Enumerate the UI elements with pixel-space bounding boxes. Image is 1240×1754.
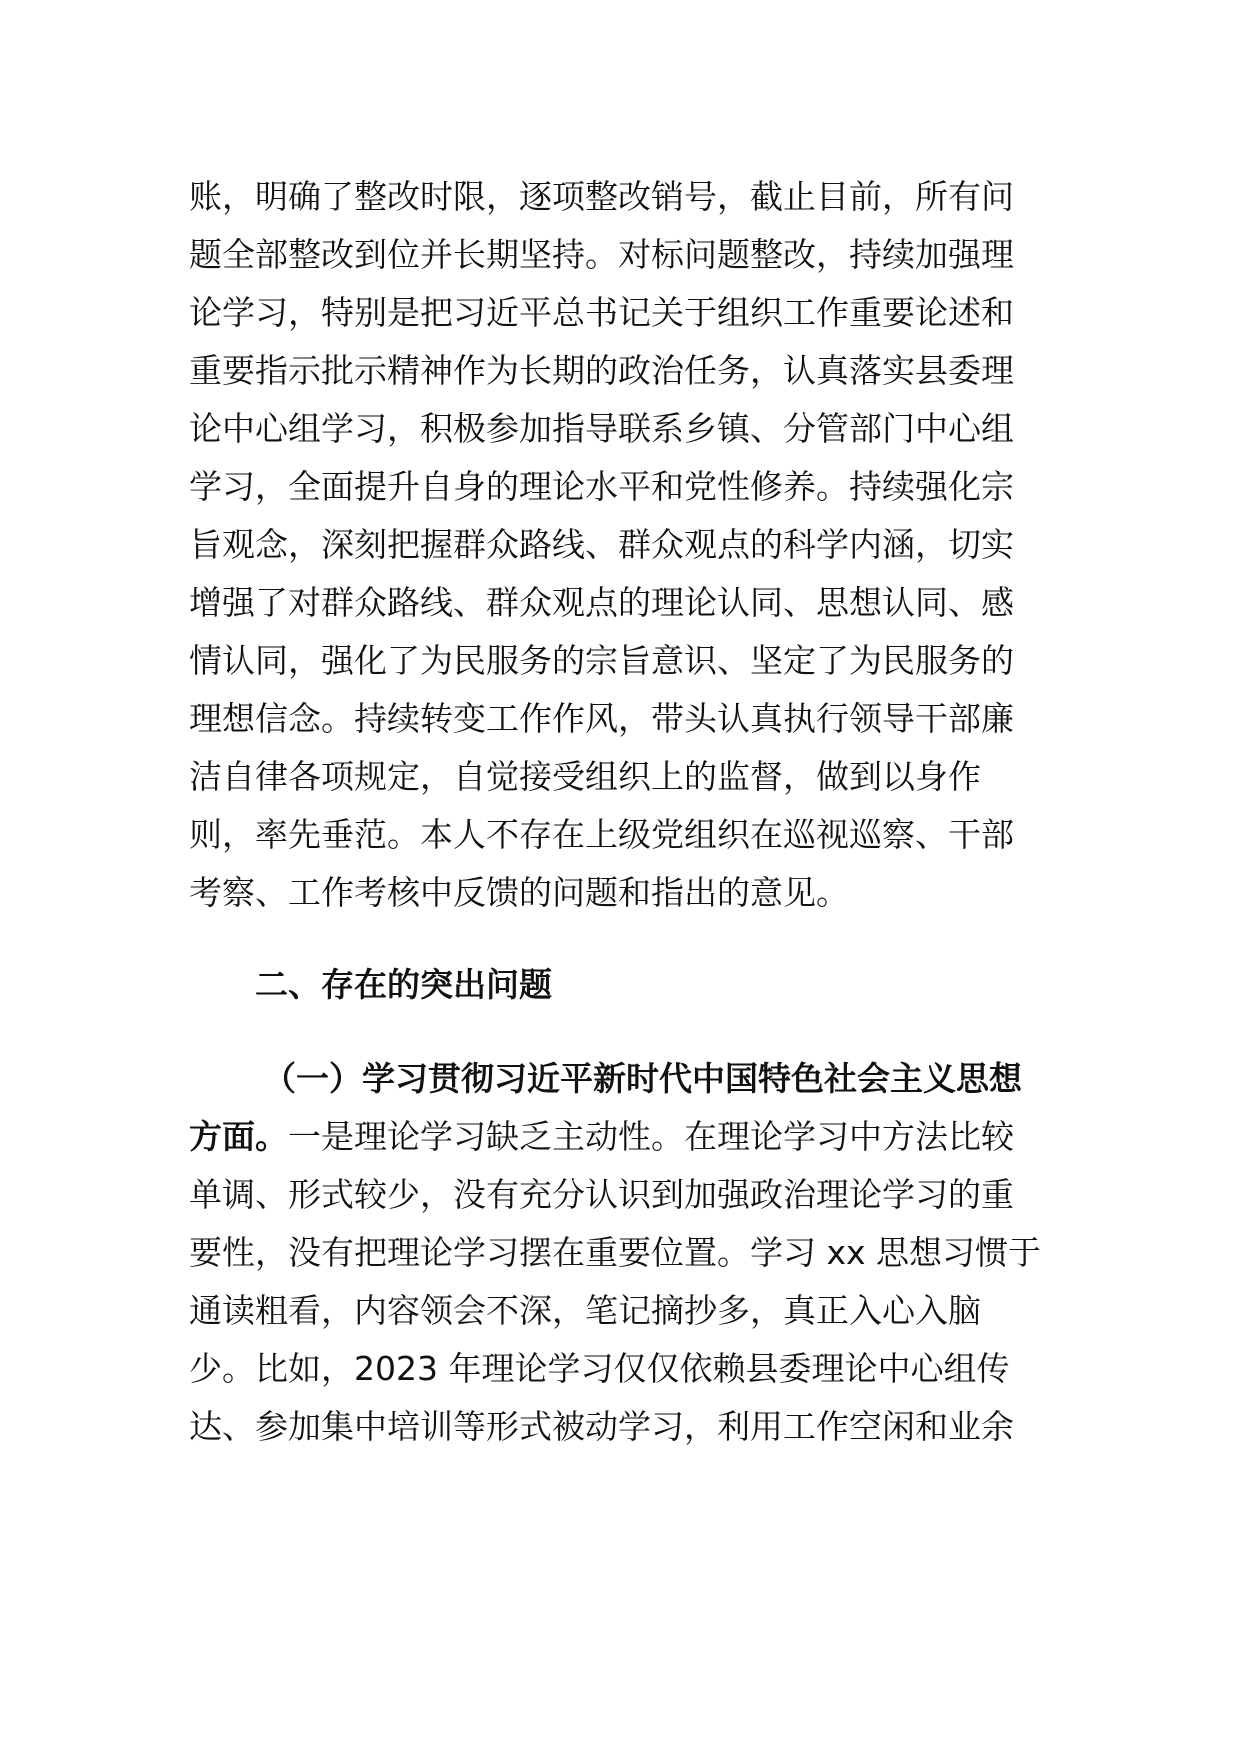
subsection-line: 达、参加集中培训等形式被动学习，利用工作空闲和业余 bbox=[189, 1407, 1014, 1446]
paragraph-line: 重要指示批示精神作为长期的政治任务，认真落实县委理 bbox=[189, 351, 1014, 390]
paragraph-line: 论学习，特别是把习近平总书记关于组织工作重要论述和 bbox=[189, 293, 1014, 332]
paragraph-line: 论中心组学习，积极参加指导联系乡镇、分管部门中心组 bbox=[189, 409, 1014, 448]
subsection-line bbox=[189, 1114, 1069, 1160]
paragraph-line: 则，率先垂范。本人不存在上级党组织在巡视巡察、干部 bbox=[189, 815, 1014, 854]
subsection-heading-end: 方面。 bbox=[189, 1117, 288, 1156]
paragraph-line: 洁自律各项规定，自觉接受组织上的监督，做到以身作 bbox=[189, 757, 981, 796]
paragraph-line: 学习，全面提升自身的理论水平和党性修养。持续强化宗 bbox=[189, 467, 1014, 506]
paragraph-line: 理想信念。持续转变工作作风，带头认真执行领导干部廉 bbox=[189, 699, 1014, 738]
paragraph-line: 增强了对群众路线、群众观点的理论认同、思想认同、感 bbox=[189, 583, 1014, 622]
subsection-line: 通读粗看，内容领会不深，笔记摘抄多，真正入心入脑 bbox=[189, 1291, 981, 1330]
subsection-text: 一是理论学习缺乏主动性。在理论学习中方法比较 bbox=[288, 1117, 1014, 1156]
subsection-line: 少。比如，2023 年理论学习仅仅依赖县委理论中心组传 bbox=[189, 1349, 1010, 1388]
paragraph-line: 旨观念，深刻把握群众路线、群众观点的科学内涵，切实 bbox=[189, 525, 1014, 564]
paragraph-line: 题全部整改到位并长期坚持。对标问题整改，持续加强理 bbox=[189, 235, 1014, 274]
subsection-line: 单调、形式较少，没有充分认识到加强政治理论学习的重 bbox=[189, 1175, 1014, 1214]
subsection-heading: （一）学习贯彻习近平新时代中国特色社会主义思想 bbox=[263, 1059, 1022, 1098]
paragraph-line: 考察、工作考核中反馈的问题和指出的意见。 bbox=[189, 873, 849, 912]
subsection-line: 要性，没有把理论学习摆在重要位置。学习 xx 思想习惯于 bbox=[189, 1233, 1042, 1272]
paragraph-line: 账，明确了整改时限，逐项整改销号，截止目前，所有问 bbox=[189, 177, 1014, 216]
paragraph-line: 情认同，强化了为民服务的宗旨意识、坚定了为民服务的 bbox=[189, 641, 1014, 680]
section-heading: 二、存在的突出问题 bbox=[255, 965, 552, 1004]
